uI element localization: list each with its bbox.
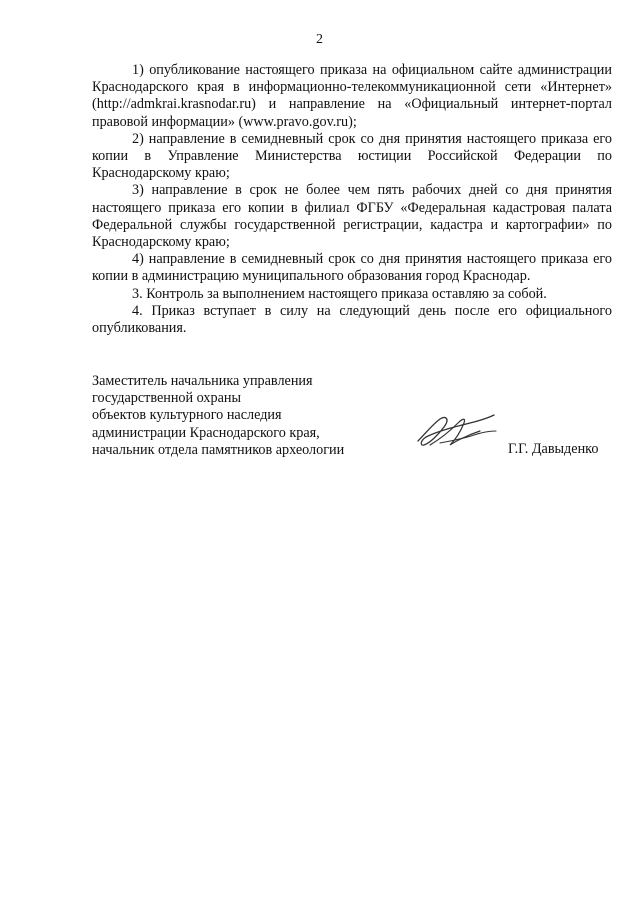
paragraph-control: 3. Контроль за выполнением настоящего приказа оставляю за собой. [132, 285, 547, 302]
signatory-title-line: начальник отдела памятников археологии [92, 441, 345, 458]
paragraph-publication: 1) опубликование настоящего приказа на официальном сайте администрации Краснодарского края в информационно-телекоммуникационной сети «Интернет» (http://admkrai.krasnodar.ru) и направление на «Официальный интернет-портал правовой информации» (www.pravo.gov.ru); [92, 62, 612, 130]
signatory-title-line: Заместитель начальника управления [92, 373, 313, 389]
document-body [92, 62, 612, 337]
paragraph-entry-into-force: 4. Приказ вступает в силу на следующий день после его официального опубликования. [92, 302, 612, 337]
signatory-title [92, 373, 392, 459]
paragraph-ministry-of-justice: 2) направление в семидневный срок со дня принятия настоящего приказа его копии в Управление Министерства юстиции Российской Федерации по Краснодарскому краю; [92, 130, 612, 182]
signatory-name: Г.Г. Давыденко [508, 441, 599, 457]
page-number: 2 [316, 32, 323, 47]
handwritten-signature [410, 405, 500, 453]
paragraph-city-administration: 4) направление в семидневный срок со дня принятия настоящего приказа его копии в администрацию муниципального образования город Краснодар. [92, 251, 612, 285]
signatory-title-line: объектов культурного наследия [92, 407, 282, 424]
signatory-title-line: государственной охраны [92, 390, 242, 407]
signatory-title-line: администрации Краснодарского края, [92, 424, 320, 441]
paragraph-cadastral-chamber: 3) направление в срок не более чем пять рабочих дней со дня принятия настоящего приказа его копии в филиал ФГБУ «Федеральная кадастровая палата Федеральной службы государственной регистрации, кадастра и картографии» по Краснодарскому краю; [92, 182, 612, 251]
